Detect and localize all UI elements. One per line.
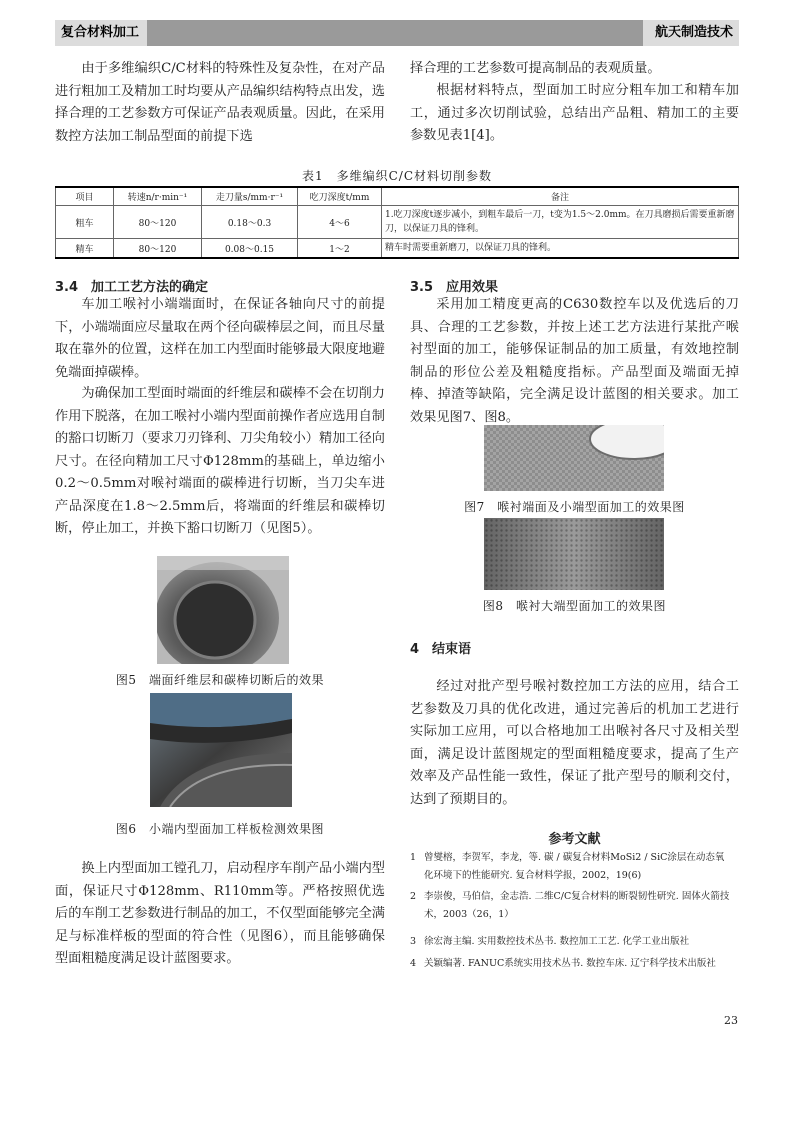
- section-4-paragraph: 经过对批产型号喉衬数控加工方法的应用，结合工艺参数及刀具的优化改进，通过完善后的机加工艺进行实际加工应用，可以合格地加工出喉衬各尺寸及相关型面，满足设计蓝图规定的型面粗糙度要求，提高了生产效率及产品性能一致性，保证了批产型号的顺利交付，达到了预期目的。: [410, 679, 739, 807]
- reference-item: [410, 955, 739, 973]
- section-3-5-paragraph: 采用加工精度更高的C630数控车以及优选后的刀具、合理的工艺参数，并按上述工艺方法进行某批产喉衬型面的加工，能够保证制品的加工质量，有效地控制制品的形位公差及粗糙度指标。产品型面及端面无掉棒、掉渣等缺陷，完全满足设计蓝图的相关要求。加工效果见图7、图8。: [410, 297, 739, 425]
- paragraph-after-figure-6: 换上内型面加工镗孔刀，启动程序车削产品小端内型面，保证尺寸Φ128mm、R110mm等。严格按照优选后的车削工艺参数进行制品的加工，不仅型面能够完全满足与标准样板的型面的符合性（见图6），而且能够确保型面粗糙度满足设计蓝图要求。: [55, 861, 385, 966]
- figure-8-photo: [484, 518, 664, 590]
- cutting-parameters-table: [55, 186, 739, 259]
- reference-text: 徐宏海主编. 实用数控技术丛书. 数控加工工艺. 化学工业出版社: [424, 936, 690, 947]
- intro-paragraph-right-continuation: 择合理的工艺参数可提高制品的表观质量。: [410, 61, 661, 76]
- table-cell: 0.08～0.15: [202, 239, 298, 259]
- table-cell: 精车时需要重新磨刀，以保证刀具的锋利。: [382, 239, 739, 259]
- reference-item: [410, 849, 739, 885]
- reference-number: 2: [410, 891, 417, 902]
- header-section-label: 复合材料加工: [55, 20, 147, 46]
- table-header-cell: 吃刀深度t/mm: [298, 187, 382, 206]
- table-caption: 表1 多维编织C/C材料切削参数: [301, 169, 493, 183]
- table-cell: 1.吃刀深度t逐步减小，到粗车最后一刀，t变为1.5～2.0mm。在刀具磨损后需要重新磨刀，以保证刀具的锋利。: [382, 206, 739, 239]
- running-header: [55, 20, 739, 46]
- figure-7-photo: [484, 425, 664, 491]
- section-heading-3-5: 3.5 应用效果: [410, 280, 499, 295]
- table-cell: 0.18～0.3: [202, 206, 298, 239]
- figure-7-caption: 图7 喉衬端面及小端型面加工的效果图: [464, 500, 685, 514]
- section-heading-3-4: 3.4 加工工艺方法的确定: [55, 280, 209, 295]
- reference-text: 曾燮榕，李贺军，李龙，等. 碳 / 碳复合材料MoSi2 / SiC涂层在动态氧化环境下的性能研究. 复合材料学报，2002，19(6): [424, 852, 725, 881]
- table-cell: 80～120: [114, 206, 202, 239]
- reference-text: 关颖编著. FANUC系统实用技术丛书. 数控车床. 辽宁科学技术出版社: [424, 958, 716, 969]
- figure-5-photo: [157, 556, 289, 664]
- table-header-cell: 走刀量s/mm·r⁻¹: [202, 187, 298, 206]
- section-3-4-paragraph-2: 为确保加工型面时端面的纤维层和碳棒不会在切削力作用下脱落，在加工喉衬小端内型面前操作者应选用自制的豁口切断刀（要求刀刃锋利、刀尖角较小）精加工径向尺寸。在径向精加工尺寸Φ128mm的基础上，单边缩小0.2～0.5mm对喉衬端面的碳棒进行切断，当刀尖车进产品深度在1.8～2.5mm后，将端面的纤维层和碳棒切断，停止加工，并换下豁口切断刀（见图5）。: [55, 386, 385, 536]
- table-row: [56, 206, 739, 239]
- figure-8-caption: 图8 喉衬大端型面加工的效果图: [482, 599, 667, 613]
- table-header-cell: 项目: [56, 187, 114, 206]
- table-header-row: [56, 187, 739, 206]
- figure-6-caption: 图6 小端内型面加工样板检测效果图: [115, 822, 325, 836]
- header-journal-title: 航天制造技术: [643, 20, 739, 46]
- reference-number: 3: [410, 936, 417, 947]
- reference-item: [410, 888, 739, 924]
- table-cell: 80～120: [114, 239, 202, 259]
- table-cell: 1～2: [298, 239, 382, 259]
- reference-item: [410, 933, 739, 951]
- section-heading-4: 4 结束语: [410, 642, 472, 657]
- intro-paragraph-right: 根据材料特点，型面加工时应分粗车加工和精车加工，通过多次切削试验，总结出产品粗、精加工的主要参数见表1[4]。: [410, 83, 739, 143]
- table-header-cell: 转速n/r·min⁻¹: [114, 187, 202, 206]
- reference-number: 1: [410, 852, 417, 863]
- table-cell: 粗车: [56, 206, 114, 239]
- references-heading: 参考文献: [548, 832, 601, 847]
- section-3-4-paragraph-1: 车加工喉衬小端端面时，在保证各轴向尺寸的前提下，小端端面应尽量取在两个径向碳棒层之间，而且尽量取在靠外的位置，这样在加工内型面时能够最大限度地避免端面掉碳棒。: [55, 297, 385, 380]
- figure-6-photo: [150, 693, 292, 807]
- table-cell: 精车: [56, 239, 114, 259]
- reference-text: 李崇俊，马伯信，金志浩. 二维C/C复合材料的断裂韧性研究. 固体火箭技术，2003（26，1）: [424, 891, 730, 920]
- table-cell: 4～6: [298, 206, 382, 239]
- reference-number: 4: [410, 958, 417, 969]
- figure-5-caption: 图5 端面纤维层和碳棒切断后的效果: [115, 673, 325, 687]
- table-header-cell: 备注: [382, 187, 739, 206]
- table-row: [56, 239, 739, 259]
- intro-paragraph-left: 由于多维编织C/C材料的特殊性及复杂性，在对产品进行粗加工及精加工时均要从产品编织结构特点出发，选择合理的工艺参数方可保证产品表观质量。因此，在采用数控方法加工制品型面的前提下选: [55, 61, 385, 144]
- page-number: 23: [724, 1014, 738, 1027]
